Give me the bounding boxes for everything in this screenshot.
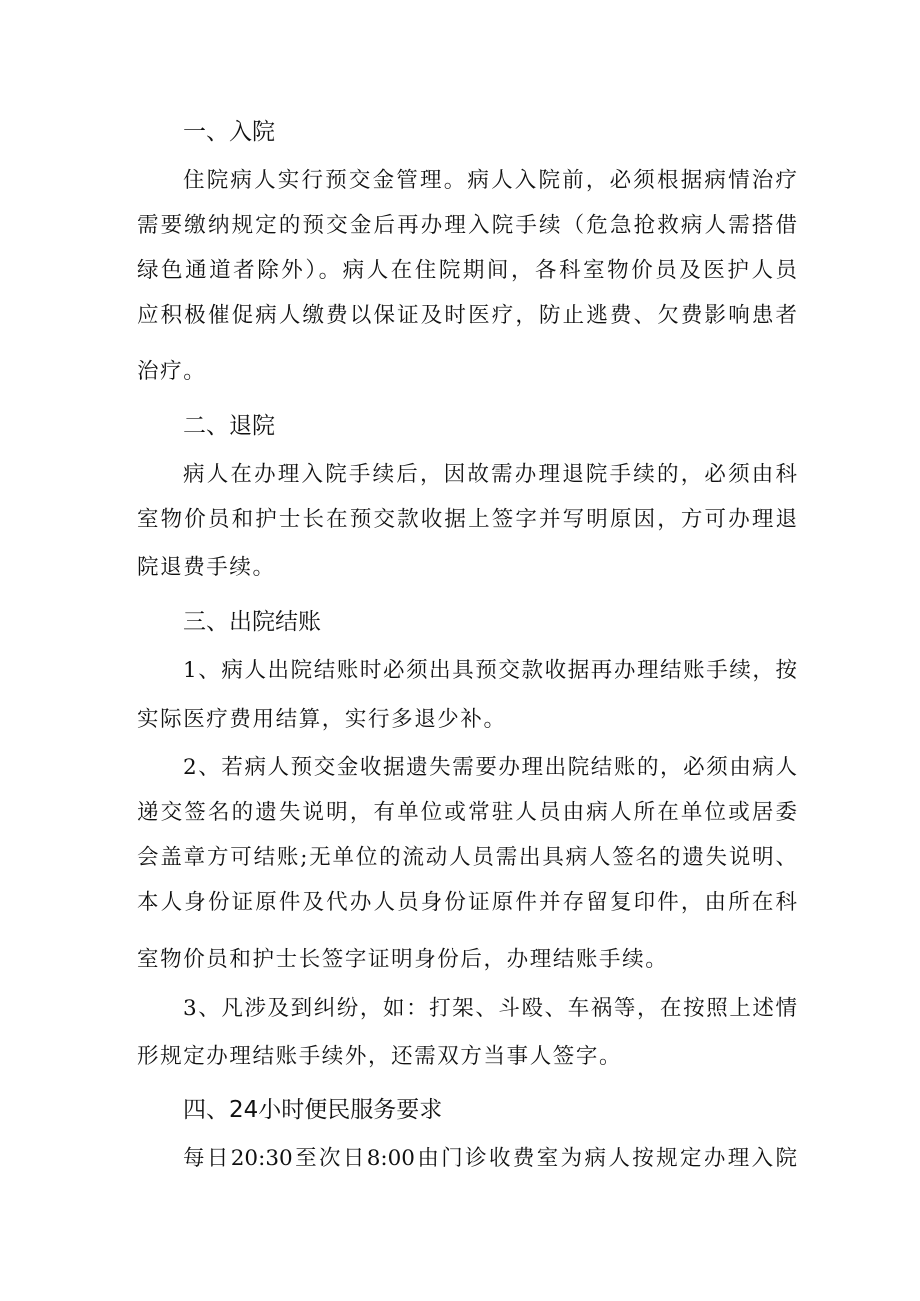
paragraph-line: 每日20:30至次日8:00由门诊收费室为病人按规定办理入院 [183, 1146, 797, 1171]
paragraph-line: 院退费手续。 [137, 555, 276, 580]
section-heading-24h-service: 四、24小时便民服务要求 [183, 1097, 443, 1123]
paragraph-line: 治疗。 [137, 359, 207, 384]
paragraph-line: 需要缴纳规定的预交金后再办理入院手续（危急抢救病人需搭借 [137, 213, 797, 238]
list-item-line: 会盖章方可结账;无单位的流动人员需出具病人签名的遗失说明、 [137, 845, 797, 870]
paragraph-line: 绿色通道者除外）。病人在住院期间，各科室物价员及医护人员 [137, 258, 797, 283]
paragraph-line: 室物价员和护士长在预交款收据上签字并写明原因，方可办理退 [137, 507, 797, 532]
list-item-line: 实际医疗费用结算，实行多退少补。 [137, 707, 507, 732]
list-item-line: 1、病人出院结账时必须出具预交款收据再办理结账手续，按 [183, 658, 797, 683]
section-heading-withdrawal: 二、退院 [183, 413, 275, 439]
list-item-line: 2、若病人预交金收据遗失需要办理出院结账的，必须由病人 [183, 755, 797, 780]
list-item-line: 本人身份证原件及代办人员身份证原件并存留复印件，由所在科 [137, 890, 797, 915]
section-heading-admission: 一、入院 [183, 119, 275, 145]
list-item-line: 室物价员和护士长签字证明身份后，办理结账手续。 [137, 947, 669, 972]
section-heading-discharge-settlement: 三、出院结账 [183, 609, 321, 635]
paragraph-line: 病人在办理入院手续后，因故需办理退院手续的，必须由科 [183, 462, 797, 487]
list-item-line: 递交签名的遗失说明，有单位或常驻人员由病人所在单位或居委 [137, 800, 797, 825]
paragraph-line: 住院病人实行预交金管理。病人入院前，必须根据病情治疗 [183, 168, 797, 193]
list-item-line: 形规定办理结账手续外，还需双方当事人签字。 [137, 1044, 623, 1069]
paragraph-line: 应积极催促病人缴费以保证及时医疗，防止逃费、欠费影响患者 [137, 303, 797, 328]
list-item-line: 3、凡涉及到纠纷，如：打架、斗殴、车祸等，在按照上述情 [183, 996, 797, 1021]
